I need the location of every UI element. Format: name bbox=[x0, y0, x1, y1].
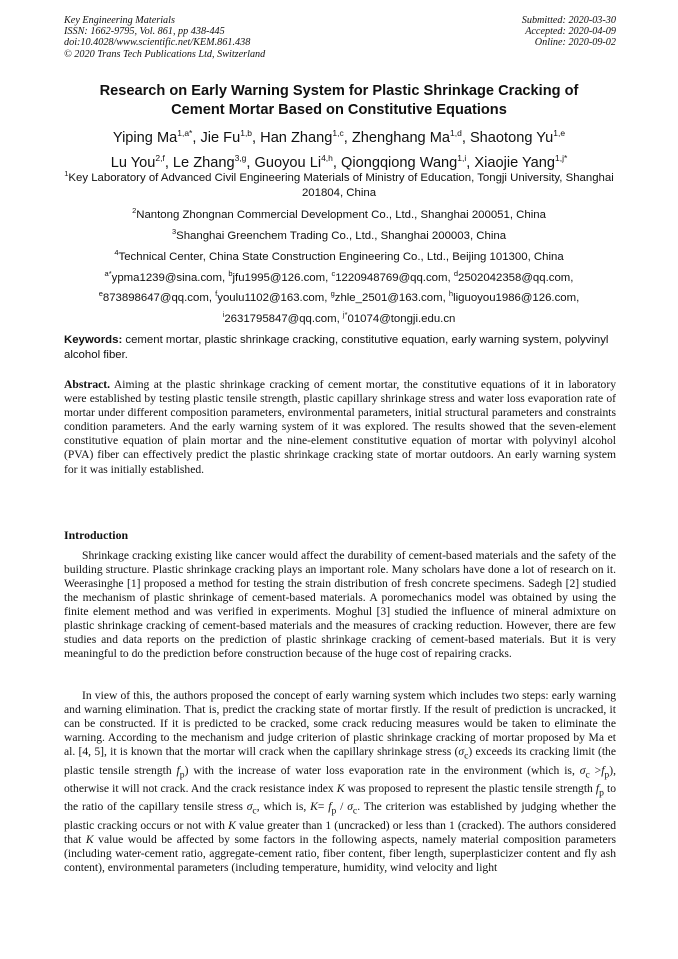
author-name: Guoyou Li bbox=[254, 154, 322, 171]
email-address[interactable]: ypma1239@sina.com bbox=[111, 271, 222, 284]
email-sup: e bbox=[98, 289, 103, 299]
subscript-p: p bbox=[331, 805, 337, 817]
abstract-text: Aiming at the plastic shrinkage cracking of cement mortar, the constitutive equations of it in laboratory were established by testing plastic tensile strength, plastic capillary shrinkage stress and water loss evaporation rate of mortar under different composition parameters, environmental parameters, initial structural parameters and constraints condition parameters. And the early warning system of it was explored. The results showed that the seven-element constitutive equation of plain mortar and the nine-element constitutive equation of mortar with polyvinyl alcohol (PVA) fiber can effectively predict the plastic shrinkage cracking state of mortar outdoors. An early warning system for it was initially established. bbox=[64, 378, 616, 476]
f-symbol: f bbox=[328, 800, 332, 814]
email-address[interactable]: liguoyou1986@126.com bbox=[453, 292, 577, 305]
affiliation-1 bbox=[50, 166, 628, 201]
author-name: Le Zhang bbox=[172, 154, 235, 171]
author-sup: 2,f bbox=[155, 152, 165, 163]
email-address[interactable]: youlu1102@163.com bbox=[217, 292, 325, 305]
text-run: = bbox=[317, 800, 329, 814]
affiliation-num: 3 bbox=[171, 227, 177, 236]
subscript-c: c bbox=[352, 805, 358, 817]
abstract-label: Abstract. bbox=[64, 378, 111, 391]
subscript-c: c bbox=[252, 805, 257, 817]
date-submitted: Submitted: 2020-03-30 bbox=[521, 15, 616, 26]
email-sup: c bbox=[331, 269, 336, 278]
email-address[interactable]: 873898647@qq.com bbox=[102, 292, 209, 305]
k-symbol: K bbox=[336, 781, 345, 795]
f-symbol: f bbox=[595, 781, 600, 795]
k-symbol: K bbox=[85, 832, 94, 846]
author-sup: 1,c bbox=[332, 128, 344, 138]
email-list bbox=[50, 266, 628, 327]
keywords-label: Keywords: bbox=[64, 334, 123, 346]
text-run: ), otherwise it will not crack. And the crack resistance index bbox=[64, 763, 617, 795]
title-line: Cement Mortar Based on Constitutive Equations bbox=[171, 101, 507, 118]
subscript-c: c bbox=[464, 750, 469, 762]
author-name: Yiping Ma bbox=[112, 129, 178, 146]
email-line: $^i$2631795847@qq.com, $^{j*}$01074@tongji.edu.cn bbox=[222, 309, 456, 325]
author-sup: 1,j* bbox=[555, 152, 568, 163]
author-sup: 3,g bbox=[234, 152, 247, 163]
k-symbol: K bbox=[310, 800, 318, 814]
affiliation-4 bbox=[50, 245, 628, 265]
intro-paragraph-2 bbox=[64, 689, 616, 875]
journal-doi: doi:10.4028/www.scientific.net/KEM.861.438 bbox=[64, 37, 251, 49]
email-address[interactable]: zhle_2501@163.com bbox=[334, 292, 443, 305]
subscript-p: p bbox=[599, 787, 604, 799]
email-address[interactable]: 2631795847@qq.com bbox=[224, 312, 337, 325]
email-line: $^{a*}$ypma1239@sina.com, $^b$jfu1995@126.com, $^c$1220948769@qq.com, $^d$2502042358@qq.com, bbox=[104, 269, 574, 284]
journal-name: Key Engineering Materials bbox=[64, 15, 175, 26]
text-run: ) with the increase of water loss evaporation rate in the environment (which is, bbox=[184, 763, 580, 777]
text-run: value greater than 1 (uncracked) or less than 1 (cracked). The authors considered that bbox=[64, 818, 616, 846]
author-name: Xiaojie Yang bbox=[474, 154, 555, 171]
paper-title bbox=[40, 82, 638, 119]
text-run: to the ratio of the capillary tensile stress bbox=[64, 781, 616, 814]
date-accepted: Accepted: 2020-04-09 bbox=[525, 26, 616, 38]
email-sup: d bbox=[453, 269, 458, 278]
email-sup: h bbox=[448, 289, 454, 299]
subscript-p: p bbox=[179, 768, 185, 780]
email-sup: a* bbox=[104, 269, 112, 278]
author-name: Shaotong Yu bbox=[469, 129, 554, 146]
author-sup: 1,i bbox=[457, 152, 467, 163]
author-name: Qiongqiong Wang bbox=[341, 154, 458, 171]
submission-dates bbox=[522, 15, 616, 49]
affiliation-2 bbox=[50, 203, 628, 223]
email-address[interactable]: 01074@tongji.edu.cn bbox=[347, 312, 456, 325]
email-sup: i bbox=[222, 309, 225, 319]
author-name: Han Zhang bbox=[260, 129, 333, 146]
text-run: In view of this, the authors proposed the concept of early warning system which includes two steps: early warning and warning elimination. That is, predict the cracking state of mortar firstly. If the result of prediction is uncracked, it can be constructed. If it is predicted to be cracked, some crack reducing measures would be taken to eliminate the warning. According to the mechanism and judge criterion of plastic shrinkage cracking of mortar proposed by Ma et al. [4, 5], it is known that the mortar will crack when the capillary shrinkage stress ( bbox=[64, 689, 616, 759]
journal-info bbox=[64, 15, 265, 60]
affiliation-text: Nantong Zhongnan Commercial Development Co., Ltd., Shanghai 200051, China bbox=[136, 208, 546, 221]
text-run: . The criterion was established by judging whether the plastic cracking occurs or not with bbox=[64, 800, 616, 832]
affiliation-text: Shanghai Greenchem Trading Co., Ltd., Shanghai 200003, China bbox=[176, 229, 507, 242]
k-symbol: K bbox=[228, 818, 236, 832]
text-run: > bbox=[589, 763, 602, 777]
intro-paragraph-1: Shrinkage cracking existing like cancer would affect the durability of cement-based materials and the safety of the building structure. Plastic shrinkage cracking plays an important role. Many scholars have done a lot of research on it. Weerasinghe [1] proposed a method for testing the strain distribution of fresh concrete specimens. Sadegh [2] studied the mechanism of plastic shrinkage of cement-based materials. A poromechanics model was obtained by using the finite element method and was verified in experiments. Moghul [3] studied the influence of mineral admixture on plastic shrinkage cracking of cement-based materials and the measures of cracking reduction. However, there are few studies and data reports on the prediction of plastic shrinkage cracking of cement-based materials. But it is very meaningful to do the prediction before construction because of the huge cost of repairing cracks. bbox=[64, 549, 616, 661]
f-symbol: f bbox=[176, 763, 180, 777]
email-sup: g bbox=[330, 289, 335, 299]
author-sup: 1,d bbox=[450, 128, 462, 138]
email-address[interactable]: jfu1995@126.com bbox=[232, 271, 326, 284]
author-name: Zhenghang Ma bbox=[351, 129, 451, 146]
author-line: Lu You$^{2,f}$, Le Zhang$^{3,g}$, Guoyou Li$^{4,h}$, Qiongqiong Wang$^{1,i}$, Xiaojie Yang$^{1,j*}$ bbox=[110, 152, 568, 171]
email-line: $^e$873898647@qq.com, $^f$youlu1102@163.com, $^g$zhle_2501@163.com, $^h$liguoyou1986@126.com, bbox=[98, 289, 580, 305]
journal-copyright: © 2020 Trans Tech Publications Ltd, Switzerland bbox=[64, 48, 266, 60]
f-symbol: f bbox=[601, 763, 605, 777]
author-name: Lu You bbox=[110, 154, 156, 171]
subscript-c: c bbox=[585, 768, 590, 780]
section-heading: Introduction bbox=[64, 528, 129, 542]
title-line: Research on Early Warning System for Plastic Shrinkage Cracking of bbox=[99, 83, 579, 99]
keywords bbox=[64, 333, 616, 362]
author-sup: 1,e bbox=[553, 128, 566, 138]
email-sup: j* bbox=[342, 309, 348, 319]
date-online: Online: 2020-09-02 bbox=[534, 37, 616, 49]
sigma-symbol: σ bbox=[458, 745, 465, 759]
email-address[interactable]: 2502042358@qq.com bbox=[458, 271, 571, 284]
email-sup: f bbox=[215, 289, 218, 299]
affiliation-num: 4 bbox=[114, 248, 119, 257]
keywords-text: cement mortar, plastic shrinkage cracking, constitutive equation, early warning system, polyvinyl alcohol fiber. bbox=[64, 334, 609, 361]
author-sup: 4,h bbox=[321, 152, 333, 163]
affiliation-text: Key Laboratory of Advanced Civil Engineering Materials of Ministry of Education, Tongji University, Shanghai 201804, China bbox=[68, 171, 614, 199]
text-run: ) exceeds its cracking limit (the plastic tensile strength bbox=[64, 745, 616, 777]
sigma-symbol: σ bbox=[246, 800, 253, 814]
text-run: / bbox=[336, 800, 348, 814]
text-run: , which is, bbox=[256, 800, 311, 814]
author-sup: 1,a* bbox=[177, 128, 193, 138]
author-line: Yiping $Ma^{1,a*}$, Jie Fu$^{1,b}$, Han Zhang$^{1,c}$, Zhenghang Ma$^{1,d}$, Shaotong Yu$^{1,e}$ bbox=[112, 128, 566, 146]
affiliation-text: Technical Center, China State Construction Engineering Co., Ltd., Beijing 101300, China bbox=[118, 250, 564, 263]
affiliation-3 bbox=[50, 224, 628, 244]
subscript-p: p bbox=[604, 768, 610, 780]
affiliation-num: 2 bbox=[132, 206, 137, 215]
email-address[interactable]: 1220948769@qq.com bbox=[335, 271, 448, 284]
text-run: value would be affected by some factors in the following aspects, namely material composition parameters (including water-cement ratio, aggregate-cement ratio, fiber content, fiber length, superplasticizer content and fly ash content), environmental parameters (including temperature, humidity, wind velocity and light bbox=[64, 832, 616, 874]
journal-issn: ISSN: 1662-9795, Vol. 861, pp 438-445 bbox=[64, 26, 225, 38]
author-sup: 1,b bbox=[240, 128, 253, 138]
sigma-symbol: σ bbox=[579, 763, 586, 777]
affiliation-num: 1 bbox=[64, 169, 69, 178]
text-run: was proposed to represent the plastic tensile strength bbox=[344, 781, 596, 795]
author-name: Jie Fu bbox=[200, 129, 241, 146]
abstract bbox=[64, 378, 616, 477]
email-sup: b bbox=[228, 269, 233, 278]
sigma-symbol: σ bbox=[347, 800, 353, 814]
